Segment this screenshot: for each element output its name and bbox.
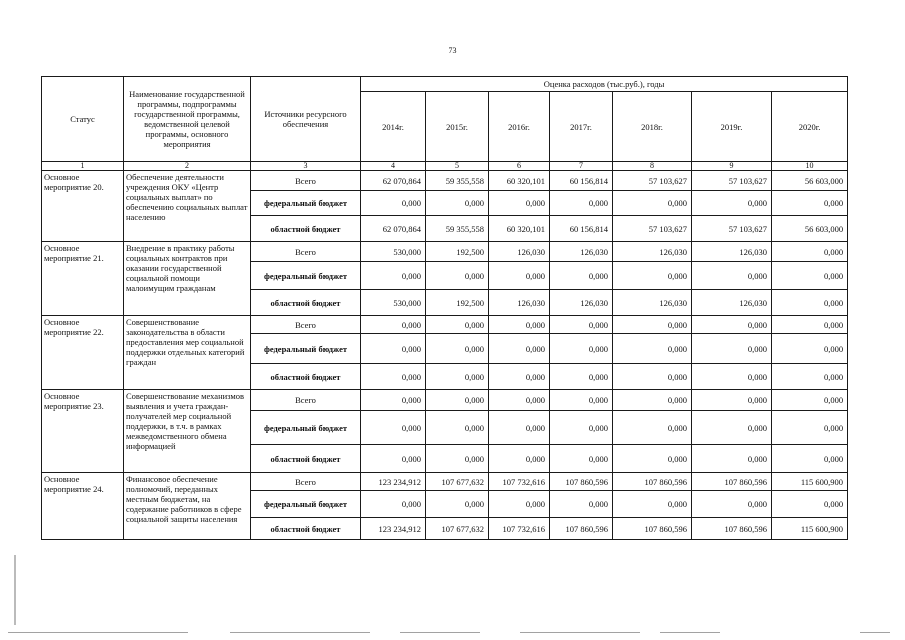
expense-value: 530,000 (361, 242, 426, 262)
funding-source: областной бюджет (251, 216, 361, 242)
table-header (42, 77, 848, 171)
expense-value: 0,000 (550, 411, 613, 445)
expense-value: 530,000 (361, 290, 426, 316)
header-year-2016: 2016г. (489, 92, 550, 162)
expense-value: 0,000 (772, 191, 848, 216)
expense-value: 57 103,627 (692, 216, 772, 242)
expense-value: 0,000 (361, 491, 426, 518)
table-row (42, 390, 848, 411)
expense-value: 0,000 (426, 390, 489, 411)
expense-value: 126,030 (489, 290, 550, 316)
activity-name: Совершенствование механизмов выявления и учета граждан-получателей мер социальной поддержки, в т.ч. в рамках межведомственного обмена информацией (124, 390, 251, 473)
budget-table (41, 76, 848, 540)
expense-value: 126,030 (550, 242, 613, 262)
funding-source: Всего (251, 242, 361, 262)
expense-value: 60 156,814 (550, 171, 613, 191)
column-number: 4 (361, 162, 426, 171)
column-number: 3 (251, 162, 361, 171)
funding-source: Всего (251, 171, 361, 191)
column-number: 1 (42, 162, 124, 171)
expense-value: 115 600,900 (772, 518, 848, 540)
expense-value: 57 103,627 (613, 216, 692, 242)
expense-value: 126,030 (489, 242, 550, 262)
expense-value: 0,000 (550, 316, 613, 334)
expense-value: 0,000 (489, 316, 550, 334)
activity-status: Основное мероприятие 21. (42, 242, 124, 316)
expense-value: 0,000 (361, 262, 426, 290)
expense-value: 57 103,627 (692, 171, 772, 191)
header-estimate: Оценка расходов (тыс.руб.), годы (361, 77, 848, 92)
expense-value: 0,000 (772, 364, 848, 390)
expense-value: 0,000 (489, 390, 550, 411)
funding-source: областной бюджет (251, 290, 361, 316)
column-number: 9 (692, 162, 772, 171)
header-name: Наименование государственной программы, подпрограммы государственной программы, ведомственной целевой программы, основного мероприятия (124, 77, 251, 162)
expense-value: 123 234,912 (361, 473, 426, 491)
expense-value: 0,000 (772, 491, 848, 518)
expense-value: 0,000 (772, 290, 848, 316)
funding-source: областной бюджет (251, 445, 361, 473)
column-numbers-row (42, 162, 848, 171)
expense-value: 0,000 (550, 445, 613, 473)
header-year-2019: 2019г. (692, 92, 772, 162)
expense-value: 0,000 (550, 364, 613, 390)
expense-value: 0,000 (613, 262, 692, 290)
expense-value: 126,030 (692, 290, 772, 316)
header-year-2018: 2018г. (613, 92, 692, 162)
activity-name: Финансовое обеспечение полномочий, переданных местным бюджетам, на содержание работников в сфере социальной защиты населения (124, 473, 251, 540)
expense-value: 0,000 (426, 334, 489, 364)
expense-value: 59 355,558 (426, 171, 489, 191)
expense-value: 0,000 (550, 262, 613, 290)
expense-value: 0,000 (426, 316, 489, 334)
expense-value: 0,000 (613, 445, 692, 473)
funding-source: областной бюджет (251, 518, 361, 540)
expense-value: 0,000 (361, 390, 426, 411)
expense-value: 0,000 (692, 390, 772, 411)
header-year-2014: 2014г. (361, 92, 426, 162)
scan-edge-mark (14, 555, 16, 625)
expense-value: 62 070,864 (361, 216, 426, 242)
expense-value: 0,000 (489, 491, 550, 518)
expense-value: 0,000 (550, 390, 613, 411)
expense-value: 126,030 (613, 290, 692, 316)
column-number: 8 (613, 162, 692, 171)
expense-value: 0,000 (692, 364, 772, 390)
expense-value: 126,030 (613, 242, 692, 262)
expense-value: 107 860,596 (692, 473, 772, 491)
column-number: 2 (124, 162, 251, 171)
expense-value: 0,000 (361, 364, 426, 390)
expense-value: 0,000 (426, 491, 489, 518)
expense-value: 0,000 (426, 191, 489, 216)
expense-value: 0,000 (692, 491, 772, 518)
expense-value: 0,000 (361, 445, 426, 473)
expense-value: 0,000 (426, 364, 489, 390)
activity-status: Основное мероприятие 22. (42, 316, 124, 390)
expense-value: 0,000 (426, 262, 489, 290)
header-year-2017: 2017г. (550, 92, 613, 162)
column-number: 5 (426, 162, 489, 171)
expense-value: 0,000 (426, 445, 489, 473)
expense-value: 0,000 (489, 445, 550, 473)
expense-value: 0,000 (361, 191, 426, 216)
expense-value: 0,000 (772, 316, 848, 334)
expense-value: 126,030 (692, 242, 772, 262)
funding-source: Всего (251, 473, 361, 491)
expense-value: 126,030 (550, 290, 613, 316)
expense-value: 60 320,101 (489, 216, 550, 242)
funding-source: областной бюджет (251, 364, 361, 390)
funding-source: федеральный бюджет (251, 491, 361, 518)
table-row (42, 242, 848, 262)
expense-value: 107 860,596 (613, 473, 692, 491)
column-number: 10 (772, 162, 848, 171)
expense-value: 0,000 (613, 491, 692, 518)
expense-value: 0,000 (613, 390, 692, 411)
expense-value: 0,000 (361, 334, 426, 364)
expense-value: 115 600,900 (772, 473, 848, 491)
activity-name: Обеспечение деятельности учреждения ОКУ «Центр социальных выплат» по обеспечению социальных выплат населению (124, 171, 251, 242)
expense-value: 107 732,616 (489, 518, 550, 540)
funding-source: федеральный бюджет (251, 262, 361, 290)
expense-value: 0,000 (613, 334, 692, 364)
expense-value: 0,000 (489, 191, 550, 216)
expense-value: 0,000 (550, 491, 613, 518)
expense-value: 0,000 (692, 411, 772, 445)
expense-value: 0,000 (489, 262, 550, 290)
page-number: 73 (448, 46, 457, 55)
expense-value: 107 732,616 (489, 473, 550, 491)
expense-value: 192,500 (426, 242, 489, 262)
funding-source: федеральный бюджет (251, 411, 361, 445)
activity-name: Совершенствование законодательства в области предоставления мер социальной поддержки отдельных категорий граждан (124, 316, 251, 390)
expense-value: 0,000 (692, 191, 772, 216)
expense-value: 0,000 (613, 411, 692, 445)
expense-value: 107 860,596 (550, 473, 613, 491)
expense-value: 0,000 (772, 390, 848, 411)
expense-value: 0,000 (426, 411, 489, 445)
activity-status: Основное мероприятие 20. (42, 171, 124, 242)
expense-value: 57 103,627 (613, 171, 692, 191)
table-row (42, 473, 848, 491)
activity-status: Основное мероприятие 23. (42, 390, 124, 473)
expense-value: 107 860,596 (550, 518, 613, 540)
header-year-2020: 2020г. (772, 92, 848, 162)
expense-value: 60 320,101 (489, 171, 550, 191)
header-sources: Источники ресурсного обеспечения (251, 77, 361, 162)
expense-value: 0,000 (489, 334, 550, 364)
activity-name: Внедрение в практику работы социальных контрактов при оказании государственной социальной помощи малоимущим гражданам (124, 242, 251, 316)
scan-bottom-noise (0, 628, 905, 638)
funding-source: федеральный бюджет (251, 334, 361, 364)
header-year-2015: 2015г. (426, 92, 489, 162)
expense-value: 0,000 (772, 445, 848, 473)
expense-value: 56 603,000 (772, 171, 848, 191)
expense-value: 0,000 (772, 411, 848, 445)
expense-value: 192,500 (426, 290, 489, 316)
expense-value: 0,000 (489, 364, 550, 390)
expense-value: 0,000 (692, 262, 772, 290)
expense-value: 0,000 (692, 316, 772, 334)
table-row (42, 316, 848, 334)
expense-value: 0,000 (692, 334, 772, 364)
expense-value: 0,000 (489, 411, 550, 445)
expense-value: 62 070,864 (361, 171, 426, 191)
expense-value: 107 677,632 (426, 473, 489, 491)
expense-value: 59 355,558 (426, 216, 489, 242)
expense-value: 123 234,912 (361, 518, 426, 540)
funding-source: федеральный бюджет (251, 191, 361, 216)
expense-value: 0,000 (550, 191, 613, 216)
expense-value: 56 603,000 (772, 216, 848, 242)
expense-value: 0,000 (613, 191, 692, 216)
expense-value: 0,000 (361, 411, 426, 445)
column-number: 6 (489, 162, 550, 171)
expense-value: 0,000 (613, 316, 692, 334)
funding-source: Всего (251, 316, 361, 334)
column-number: 7 (550, 162, 613, 171)
expense-value: 0,000 (613, 364, 692, 390)
expense-value: 60 156,814 (550, 216, 613, 242)
expense-value: 107 860,596 (692, 518, 772, 540)
header-status: Статус (42, 77, 124, 162)
table-row (42, 171, 848, 191)
expense-value: 0,000 (772, 262, 848, 290)
expense-value: 0,000 (772, 242, 848, 262)
funding-source: Всего (251, 390, 361, 411)
activity-status: Основное мероприятие 24. (42, 473, 124, 540)
expense-value: 0,000 (550, 334, 613, 364)
expense-value: 107 860,596 (613, 518, 692, 540)
table-body (42, 171, 848, 540)
expense-value: 0,000 (692, 445, 772, 473)
expense-value: 0,000 (772, 334, 848, 364)
expense-value: 0,000 (361, 316, 426, 334)
expense-value: 107 677,632 (426, 518, 489, 540)
